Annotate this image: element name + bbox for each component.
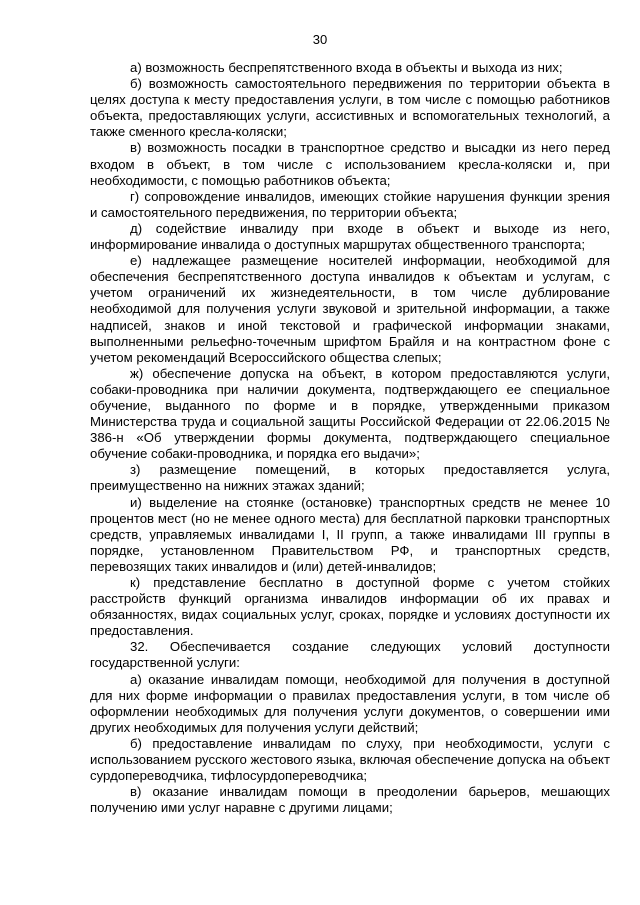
document-body <box>90 60 610 816</box>
paragraph-32-a-help: а) оказание инвалидам помощи, необходимой для получения в доступной для них форме информации о правилах предоставления услуги, в том числе об оформлении необходимых для получения услуги документов, о совершении ими других необходимых для получения услуги действий; <box>90 671 610 735</box>
paragraph-b-movement: б) возможность самостоятельного передвижения по территории объекта в целях доступа к месту предоставления услуги, в том числе с помощью работников объекта, предоставляющих услуги, ассистивных и вспомогательных технологий, а также сменного кресла-коляски; <box>90 76 610 140</box>
paragraph-32-b-sign-language: б) предоставление инвалидам по слуху, при необходимости, услуги с использованием русского жестового языка, включая обеспечение допуска на объект сурдопереводчика, тифлосурдопереводчика; <box>90 735 610 784</box>
page-number: 30 <box>312 32 328 47</box>
paragraph-d-assistance: д) содействие инвалиду при входе в объект и выходе из него, информирование инвалида о доступных маршрутах общественного транспорта; <box>90 220 610 253</box>
section-32-heading: 32. Обеспечивается создание следующих условий доступности государственной услуги: <box>90 639 610 671</box>
paragraph-z-premises: з) размещение помещений, в которых предоставляется услуга, преимущественно на нижних этажах зданий; <box>90 462 610 494</box>
paragraph-v-boarding: в) возможность посадки в транспортное средство и высадки из него перед входом в объект, в том числе с использованием кресла-коляски и, при необходимости, с помощью работников объекта; <box>90 140 610 188</box>
paragraph-g-escort: г) сопровождение инвалидов, имеющих стойкие нарушения функции зрения и самостоятельного передвижения, по территории объекта; <box>90 188 610 220</box>
paragraph-a-entry: а) возможность беспрепятственного входа в объекты и выхода из них; <box>130 60 563 75</box>
paragraph-zh-guide-dog: ж) обеспечение допуска на объект, в котором предоставляются услуги, собаки-проводника при наличии документа, подтверждающего ее специальное обучение, выданного по форме и в порядке, утвержденными приказом Министерства труда и социальной защиты Российской Федерации от 22.06.2015 № 386-н «Об утверждении формы документа, подтверждающего специальное обучение собаки-проводника, и порядка его выдачи»; <box>90 365 610 462</box>
paragraph-i-parking: и) выделение на стоянке (остановке) транспортных средств не менее 10 процентов мест (но не менее одного места) для бесплатной парковки транспортных средств, управляемых инвалидами I, II групп, а также инвалидами III группы в порядке, установленном Правительством РФ, и транспортных средств, перевозящих таких инвалидов и (или) детей-инвалидов; <box>90 494 610 574</box>
paragraph-32-v-barriers: в) оказание инвалидам помощи в преодолении барьеров, мешающих получению ими услуг наравне с другими лицами; <box>90 784 610 816</box>
paragraph-e-information: е) надлежащее размещение носителей информации, необходимой для обеспечения беспрепятственного доступа инвалидов к объектам и услугам, с учетом ограничений их жизнедеятельности, в том числе дублирование необходимой для получения услуги звуковой и зрительной информации, а также надписей, знаков и иной текстовой и графической информации знаками, выполненными рельефно-точечным шрифтом Брайля и на контрастном фоне с учетом рекомендаций Всероссийского общества слепых; <box>90 253 610 365</box>
paragraph-k-rights-info: к) представление бесплатно в доступной форме с учетом стойких расстройств функций организма инвалидов информации об их правах и обязанностях, видах социальных услуг, сроках, порядке и условиях доступности их предоставления. <box>90 575 610 639</box>
